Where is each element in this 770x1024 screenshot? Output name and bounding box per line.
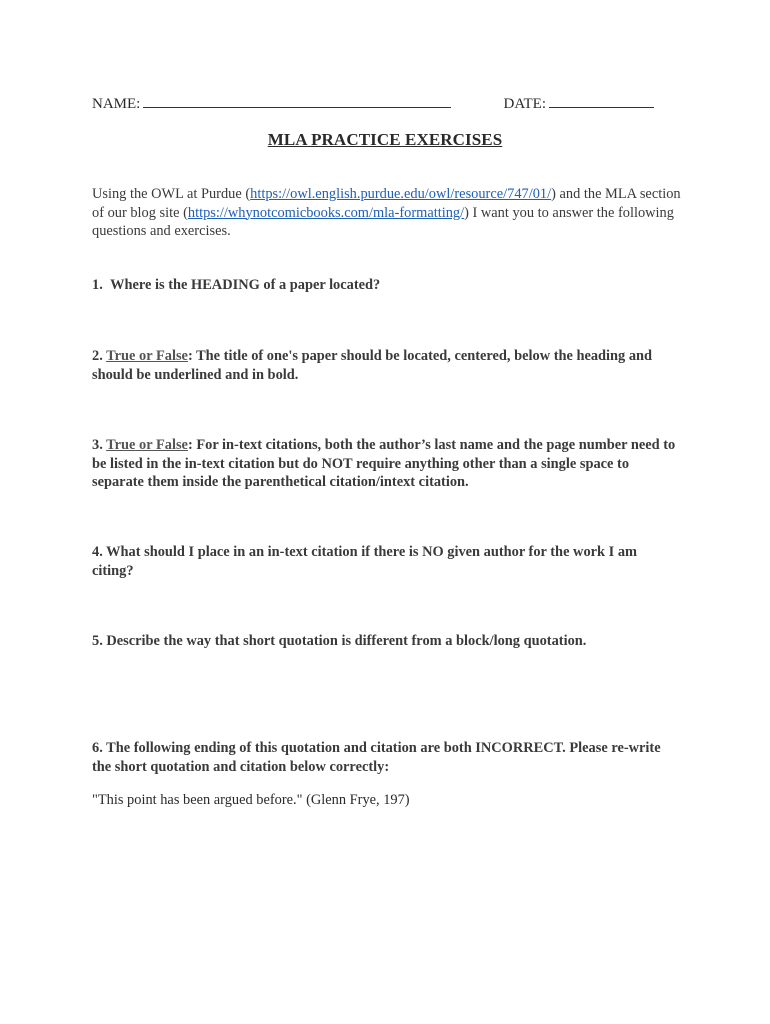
date-blank-line [549,93,654,108]
quotation-example: "This point has been argued before." (Glenn Frye, 197) [92,792,410,808]
name-blank-line [143,93,451,108]
header-line [92,93,672,113]
question-text: The following ending of this quotation and citation are both INCORRECT. Please re-write the short quotation and citation below correctly: [92,740,661,775]
question-text: : For in-text citations, both the author’s last name and the page number need to be listed in the in-text citation but do NOT require anything other than a single space to separate them inside the parenthetical citation/intext citation. [92,437,676,490]
question-number: 2. [92,348,103,364]
question-number: 3. [92,437,103,453]
name-field [92,93,451,113]
blog-mla-link[interactable]: https://whynotcomicbooks.com/mla-formatting/ [187,204,465,221]
intro-text-3: ) I want you to answer the following questions and exercises. [92,204,674,239]
question-text: What should I place in an in-text citation if there is NO given author for the work I am citing? [92,544,638,579]
question-number: 1. [92,277,103,293]
owl-purdue-link[interactable]: https://owl.english.purdue.edu/owl/resource/747/01/ [250,186,552,202]
question-3 [92,436,677,492]
date-field [504,93,655,113]
question-2 [92,347,677,384]
question-5 [92,632,677,651]
intro-text-2: ) and the MLA section of our blog site ( [92,186,681,221]
page-title: MLA PRACTICE EXERCISES [267,130,503,149]
date-label: DATE: [503,96,546,112]
question-4 [92,543,677,580]
true-false-label: True or False [106,437,188,453]
intro-paragraph [92,185,682,241]
name-label: NAME: [92,96,141,112]
question-number: 4. [92,544,103,560]
true-false-label: True or False [106,348,188,364]
question-1 [92,276,677,295]
intro-text-1: Using the OWL at Purdue ( [92,186,251,202]
question-text: : The title of one's paper should be located, centered, below the heading and should be underlined and in bold. [92,348,653,383]
question-number: 6. [92,740,103,756]
question-number: 5. [92,633,103,649]
question-text: Where is the HEADING of a paper located? [110,277,381,293]
question-6 [92,739,677,776]
question-text: Describe the way that short quotation is different from a block/long quotation. [106,633,587,649]
